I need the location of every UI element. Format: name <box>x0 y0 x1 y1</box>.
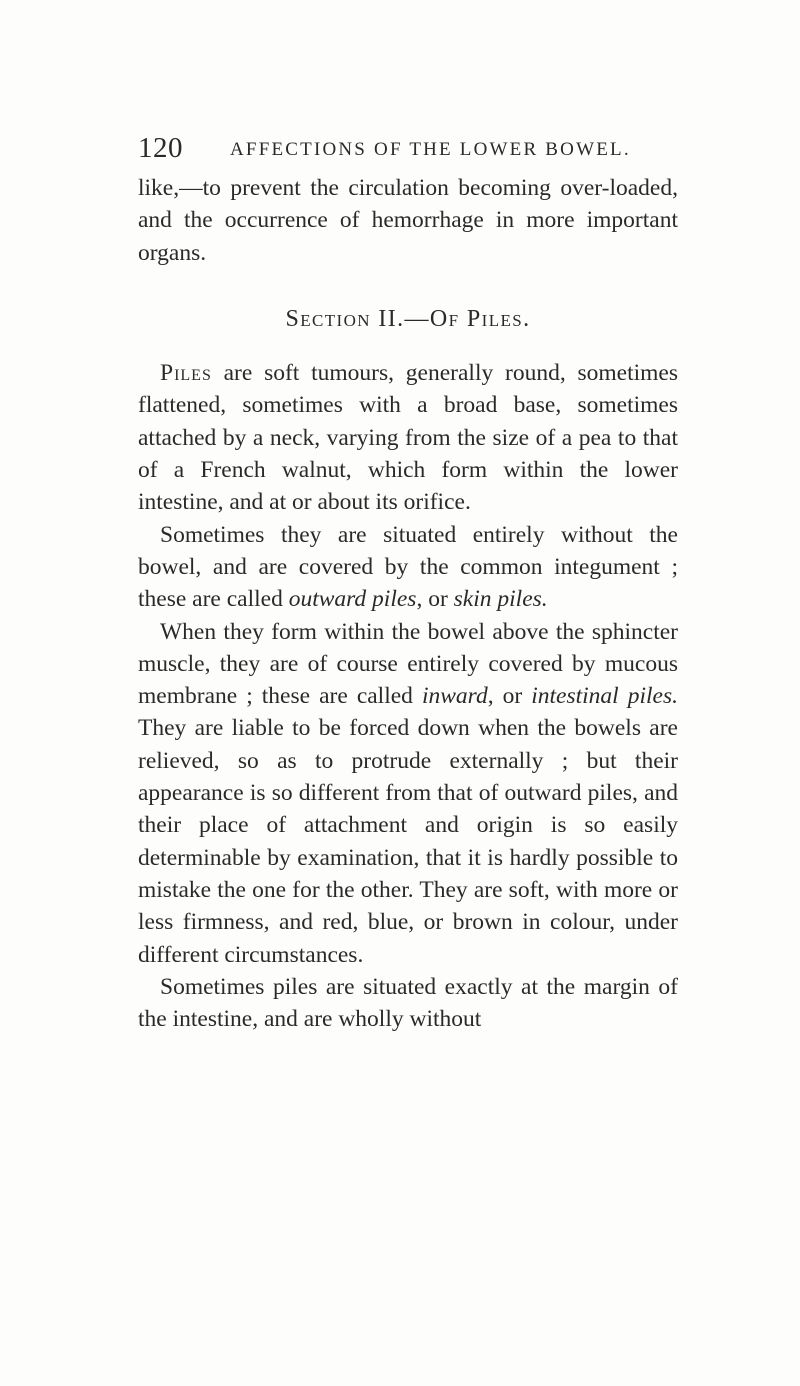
paragraph-text: They are liable to be forced down when the bowels are relieved, so as to protrude externally ; but their appearance is so different from that of outward piles, and their place of attachment and origin is so easily determinable by examination, that it is hardly possible to mistake the one for the other. They are soft, with more or less firmness, and red, blue, or brown in colour, under different circumstances. <box>138 715 678 968</box>
term-outward-piles: outward piles <box>288 586 417 613</box>
paragraph-text: are soft tumours, generally round, sometimes flattened, sometimes with a broad base, sometimes attached by a neck, varying from the size of a pea to that of a French walnut, which form within the lower intestine, and at or about its orifice. <box>138 360 678 516</box>
section-heading: Section II.—Of Piles. <box>285 305 531 332</box>
term-intestinal-piles: intestinal piles. <box>531 683 679 710</box>
body-text <box>138 172 678 1035</box>
paragraph-definition <box>138 357 678 518</box>
paragraph-inward-piles <box>138 616 678 971</box>
term-skin-piles: skin piles. <box>453 586 548 613</box>
page-number: 120 <box>138 132 183 164</box>
running-head <box>138 132 678 172</box>
paragraph-text: , or <box>487 683 532 710</box>
paragraph-outward-piles <box>138 519 678 616</box>
continuation-paragraph: like,—to prevent the circulation becoming over-loaded, and the occurrence of hemorrhage in more important organs. <box>138 175 678 266</box>
running-title: AFFECTIONS OF THE LOWER BOWEL. <box>230 139 631 160</box>
term-inward: inward <box>421 683 488 710</box>
paragraph-text: When they form within the bowel above the sphincter muscle, they are of course entirely covered by mucous membrane ; these are called <box>138 618 678 710</box>
paragraph-text: Sometimes they are situated entirely without the bowel, and are covered by the common integument ; these are called <box>138 521 678 613</box>
lead-word: Piles <box>160 360 212 387</box>
paragraph-text: , or <box>416 586 454 613</box>
paragraph-margin-piles: Sometimes piles are situated exactly at the margin of the intestine, and are wholly without <box>138 973 678 1033</box>
